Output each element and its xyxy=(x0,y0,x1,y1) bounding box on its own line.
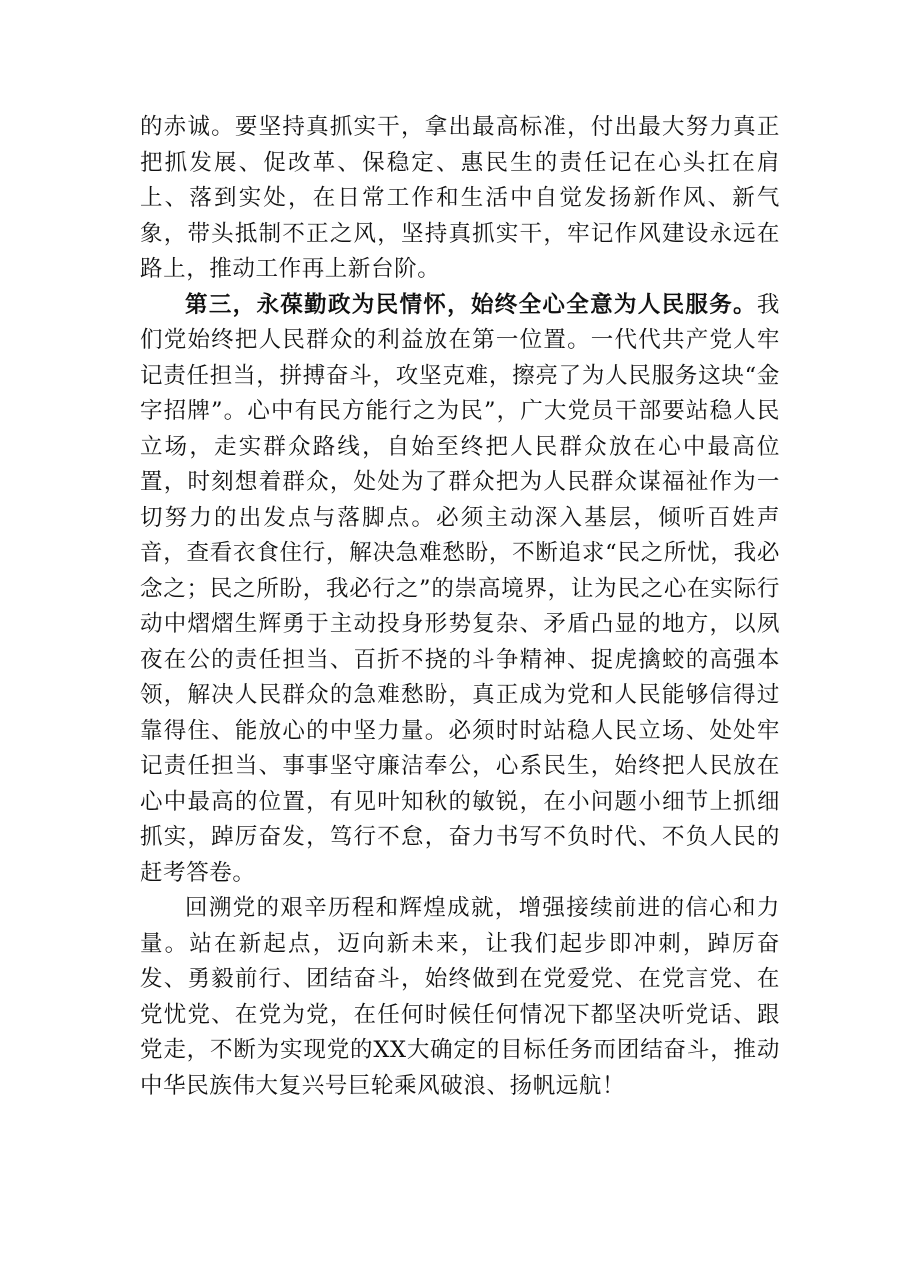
document-body xyxy=(140,110,780,1104)
paragraph-text: 的赤诚。要坚持真抓实干，拿出最高标准，付出最大努力真正把抓发展、促改革、保稳定、惠民生的责任记在心头扛在肩上、落到实处，在日常工作和生活中自觉发扬新作风、新气象，带头抵制不正之风，坚持真抓实干，牢记作风建设永远在路上，推动工作再上新台阶。 xyxy=(140,114,780,282)
paragraph-third-point xyxy=(140,288,780,892)
paragraph-continuation xyxy=(140,110,780,288)
paragraph-text: 我们党始终把人民群众的利益放在第一位置。一代代共产党人牢记责任担当，拼搏奋斗，攻坚克难，擦亮了为人民服务这块“金字招牌”。心中有民方能行之为民”，广大党员干部要站稳人民立场，走实群众路线，自始至终把人民群众放在心中最高位置，时刻想着群众，处处为了群众把为人民群众谋福祉作为一切努力的出发点与落脚点。必须主动深入基层，倾听百姓声音，查看衣食住行，解决急难愁盼，不断追求“民之所忧，我必念之；民之所盼，我必行之”的崇高境界，让为民之心在实际行动中熠熠生辉勇于主动投身形势复杂、矛盾凸显的地方，以夙夜在公的责任担当、百折不挠的斗争精神、捉虎擒蛟的高强本领，解决人民群众的急难愁盼，真正成为党和人民能够信得过靠得住、能放心的中坚力量。必须时时站稳人民立场、处处牢记责任担当、事事坚守廉洁奉公，心系民生，始终把人民放在心中最高的位置，有见叶知秋的敏锐，在小问题小细节上抓细抓实，踔厉奋发，笃行不怠，奋力书写不负时代、不负人民的赶考答卷。 xyxy=(140,291,780,886)
paragraph-conclusion xyxy=(140,891,780,1104)
paragraph-heading: 第三，永葆勤政为民情怀，始终全心全意为人民服务。 xyxy=(185,291,757,318)
paragraph-text: 回溯党的艰辛历程和辉煌成就，增强接续前进的信心和力量。站在新起点，迈向新未来，让我们起步即冲刺，踔厉奋发、勇毅前行、团结奋斗，始终做到在党爱党、在党言党、在党忧党、在党为党，在任何时候任何情况下都坚决听党话、跟党走，不断为实现党的XX大确定的目标任务而团结奋斗，推动中华民族伟大复兴号巨轮乘风破浪、扬帆远航！ xyxy=(140,895,780,1099)
